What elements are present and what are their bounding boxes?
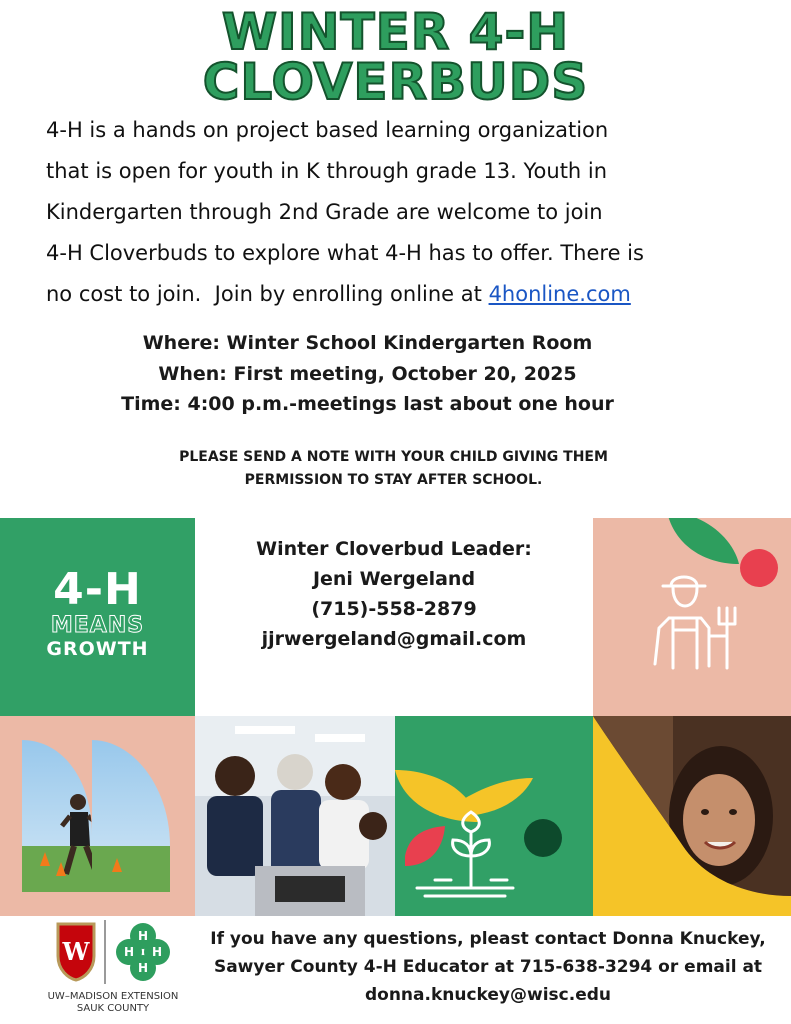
farmer-tile [593, 518, 791, 716]
extension-label-1: UW–MADISON EXTENSION [47, 991, 179, 1002]
means-growth-tile [0, 518, 195, 716]
soccer-photo [0, 716, 195, 916]
girl-portrait-tile [593, 716, 791, 916]
farmer-icon [655, 577, 735, 668]
footer-line-3: donna.knuckey@wisc.edu [364, 985, 612, 1005]
footer-line-2: Sawyer County 4-H Educator at 715-638-3294 or email at [213, 957, 763, 977]
intro-line-4: 4-H Cloverbuds to explore what 4-H has to offer. There is [46, 241, 644, 265]
kids-robotics-photo [195, 716, 395, 916]
dark-dot-icon [524, 819, 562, 857]
soccer-tile [0, 716, 195, 916]
when-text: When: First meeting, October 20, 2025 [158, 363, 577, 385]
extension-label-2: SAUK COUNTY [76, 1003, 150, 1014]
clover-logo [112, 922, 174, 982]
intro-line-2: that is open for youth in K through grade 13. Youth in [46, 159, 608, 183]
title-line-1: WINTER 4-H [221, 3, 570, 61]
plant-illustration [395, 716, 593, 916]
svg-text:H: H [123, 945, 135, 959]
badge-means: MEANS [50, 613, 145, 638]
badge-4h: 4-H [53, 564, 142, 615]
intro-line-1: 4-H is a hands on project based learning organization [46, 118, 609, 142]
uw-crest-letter: W [62, 937, 90, 966]
time-text: Time: 4:00 p.m.-meetings last about one hour [121, 393, 614, 415]
leader-email: jjrwergeland@gmail.com [261, 628, 527, 650]
intro-paragraph [46, 110, 766, 315]
leader-contact [195, 518, 593, 654]
leader-name: Jeni Wergeland [312, 568, 476, 590]
uw-crest-logo [54, 920, 98, 982]
footer-line-1: If you have any questions, pleast contact Donna Knuckey, [210, 929, 766, 949]
note-line-2: PERMISSION TO STAY AFTER SCHOOL. [244, 472, 543, 488]
girl-portrait [593, 716, 791, 916]
where-text: Where: Winter School Kindergarten Room [142, 332, 593, 354]
svg-text:H: H [137, 929, 149, 943]
leaf-icon [667, 518, 739, 564]
leader-heading: Winter Cloverbud Leader: [256, 538, 532, 560]
apple-icon [740, 549, 778, 587]
4honline-link[interactable]: 4honline.com [488, 282, 631, 306]
badge-growth: GROWTH [46, 638, 149, 660]
svg-text:H: H [137, 961, 149, 975]
kids-photo-illustration [195, 716, 395, 916]
farmer-illustration [593, 518, 791, 716]
title-line-2: CLOVERBUDS [202, 53, 589, 111]
footer-contact [188, 925, 788, 1009]
leader-phone: (715)-558-2879 [311, 598, 477, 620]
svg-text:H: H [151, 945, 163, 959]
intro-line-3: Kindergarten through 2nd Grade are welcome to join [46, 200, 603, 224]
plant-tile [395, 716, 593, 916]
note-line-1: PLEASE SEND A NOTE WITH YOUR CHILD GIVING THEM [179, 449, 608, 465]
red-leaf-icon [405, 826, 445, 866]
permission-note [0, 446, 791, 492]
intro-line-5 [46, 274, 766, 315]
intro-line-5-text: no cost to join. Join by enrolling online at [46, 282, 489, 306]
logo-divider [104, 920, 106, 984]
